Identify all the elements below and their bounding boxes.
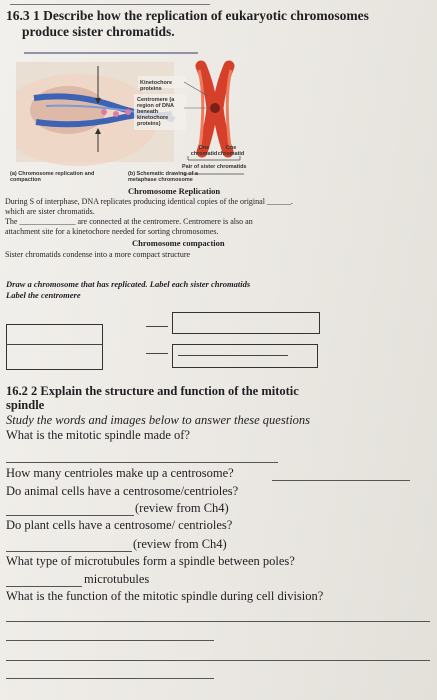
question-4: Do plant cells have a centrosome/ centrioles?: [6, 518, 233, 532]
answer-line-1[interactable]: [6, 462, 278, 463]
replication-title: Chromosome Replication: [128, 186, 221, 196]
label-box-1[interactable]: [172, 312, 320, 334]
question-3-hint: (review from Ch4): [135, 501, 229, 515]
answer-line-3[interactable]: [6, 515, 134, 516]
question-1: What is the mitotic spindle made of?: [6, 428, 190, 442]
answer-line-2[interactable]: [272, 480, 410, 481]
study-instruction: Study the words and images below to answer these questions: [6, 413, 311, 427]
draw-task-line2: Label the centromere: [6, 290, 81, 300]
question-4-hint: (review from Ch4): [133, 537, 227, 551]
answer-line-6b[interactable]: [6, 640, 214, 641]
question-5: What type of microtubules form a spindle between poles?: [6, 554, 295, 568]
question-3: Do animal cells have a centrosome/centrioles?: [6, 484, 239, 498]
pair-label: Pair of sister chromatids: [182, 164, 247, 170]
one-chromatid-label-left: One chromatid: [190, 145, 218, 157]
drawing-box-divider: [6, 344, 102, 345]
answer-line-6a[interactable]: [6, 621, 430, 622]
section-heading-16-3: 16.3 1 Describe how the replication of eukaryotic chromosomes: [6, 8, 369, 23]
compaction-line1: Sister chromatids condense into a more compact structure: [5, 250, 191, 259]
caption-a: (a) Chromosome replication and compaction: [10, 171, 95, 183]
replication-line2: which are sister chromatids.: [5, 207, 95, 216]
section-heading-16-3-cont: produce sister chromatids.: [22, 24, 175, 39]
label-box-2-line: [178, 355, 288, 356]
label-pointer-1: [146, 326, 168, 327]
replication-line3: The ______________ are connected at the centromere. Centromere is also an: [5, 217, 253, 226]
top-rule: [10, 4, 210, 5]
section-heading-16-2: 16.2 2 Explain the structure and function of the mitotic: [6, 384, 299, 398]
one-chromatid-label-right: One chromatid: [217, 145, 245, 157]
question-5-hint: microtubules: [84, 572, 150, 586]
section-heading-16-2-cont: spindle: [6, 398, 45, 412]
compaction-title: Chromosome compaction: [132, 238, 225, 248]
label-box-2[interactable]: [172, 344, 318, 368]
replication-line4: attachment site for a kinetochore needed for sorting chromosomes.: [5, 227, 219, 236]
answer-line-4[interactable]: [6, 551, 132, 552]
replication-line1: During S of interphase, DNA replicates producing identical copies of the original ______.: [5, 197, 293, 206]
drawing-box: [6, 324, 103, 370]
question-2: How many centrioles make up a centrosome?: [6, 466, 234, 480]
answer-line-5[interactable]: [6, 586, 82, 587]
caption-b: (b) Schematic drawing of a metaphase chromosome: [128, 171, 198, 183]
question-6: What is the function of the mitotic spindle during cell division?: [6, 589, 324, 603]
label-pointer-2: [146, 353, 168, 354]
draw-task-line1: Draw a chromosome that has replicated. Label each sister chromatids: [6, 279, 251, 289]
centromere-label: Centromere (a region of DNA beneath kinetochore proteins): [137, 97, 175, 127]
answer-line-6d[interactable]: [6, 678, 214, 679]
kinetochore-label: Kinetochore proteins: [140, 80, 173, 92]
answer-line-6c[interactable]: [6, 660, 430, 661]
